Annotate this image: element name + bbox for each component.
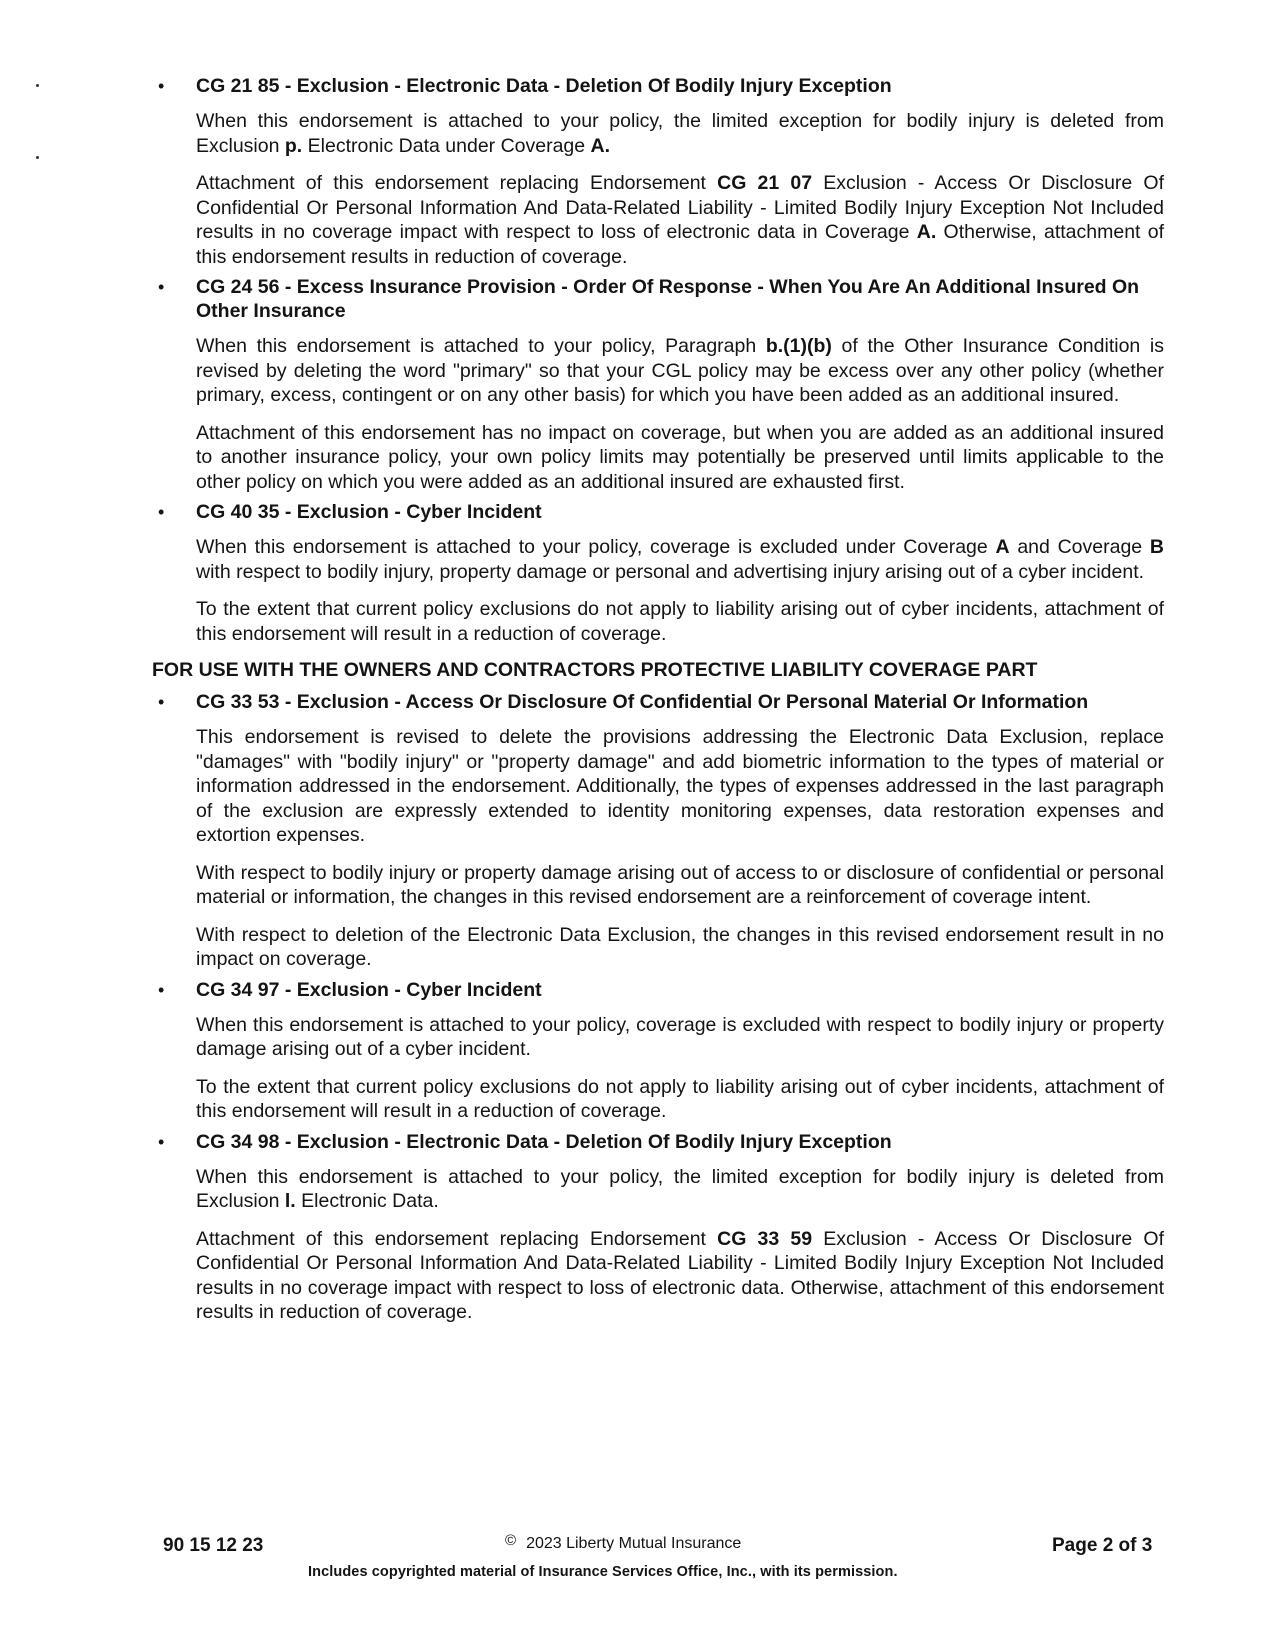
page-number: Page 2 of 3 [1052,1535,1153,1556]
bullet: • [158,692,165,712]
bullet: • [158,277,165,297]
endorsement-paragraph: This endorsement is revised to delete the provisions addressing the Electronic Data Exclusion, replace "damages" with "bodily injury" or "property damage" and add biometric information to the types of material or information addressed in the endorsement. Additionally, the types of expenses addressed in the last paragraph of the exclusion are expressly extended to identity monitoring expenses, data restoration expenses and extortion expenses. [196,726,1164,846]
bullet: • [158,76,165,96]
copyright [505,1532,742,1553]
endorsement-paragraph: To the extent that current policy exclusions do not apply to liability arising out of cyber incidents, attachment of this endorsement will result in a reduction of coverage. [196,598,1164,645]
endorsement-title: CG 24 56 - Excess Insurance Provision - Order Of Response - When You Are An Additional Insured On Other Insurance [196,276,1140,322]
bullet: • [158,979,165,1000]
endorsement-paragraph: When this endorsement is attached to your policy, coverage is excluded under Coverage A and Coverage B with respect to bodily injury, property damage or personal and advertising injury arising out of a cyber incident. [196,536,1164,583]
endorsement-title: CG 33 53 - Exclusion - Access Or Disclosure Of Confidential Or Personal Material Or Information [196,691,1089,713]
copyright-text: 2023 Liberty Mutual Insurance [526,1535,742,1552]
endorsement-cg-33-53 [152,690,1164,972]
endorsement-paragraph: To the extent that current policy exclusions do not apply to liability arising out of cyber incidents, attachment of this endorsement will result in a reduction of coverage. [196,1075,1164,1122]
endorsement-paragraph: With respect to deletion of the Electronic Data Exclusion, the changes in this revised endorsement result in no impact on coverage. [196,923,1164,970]
endorsement-title: CG 40 35 - Exclusion - Cyber Incident [196,501,542,523]
bullet: • [158,502,165,522]
endorsement-title: CG 34 98 - Exclusion - Electronic Data - Deletion Of Bodily Injury Exception [196,1130,892,1153]
endorsement-paragraph: When this endorsement is attached to your policy, Paragraph b.(1)(b) of the Other Insurance Condition is revised by deleting the word "primary" so that your CGL policy may be excess over any other policy (whether primary, excess, contingent or on any other basis) for which you have been added as an additional insured. [196,335,1164,406]
endorsement-title: CG 21 85 - Exclusion - Electronic Data - Deletion Of Bodily Injury Exception [196,75,892,97]
endorsement-cg-40-35 [152,500,1164,646]
document-body [152,74,1164,1325]
endorsement-paragraph: With respect to bodily injury or property damage arising out of access to or disclosure of confidential or personal material or information, the changes in this revised endorsement are a reinforcement of coverage intent. [196,861,1164,908]
scan-speck [36,156,39,159]
copyright-symbol: © [505,1532,517,1549]
endorsement-paragraph: Attachment of this endorsement replacing Endorsement CG 33 59 Exclusion - Access Or Disclosure Of Confidential Or Personal Information And Data-Related Liability - Limited Bodily Injury Exception Not Included results in no coverage impact with respect to loss of electronic data. Otherwise, attachment of this endorsement results in reduction of coverage. [196,1227,1164,1323]
endorsement-cg-34-98 [152,1130,1164,1325]
endorsement-cg-24-56 [152,275,1164,494]
endorsement-paragraph: Attachment of this endorsement replacing Endorsement CG 21 07 Exclusion - Access Or Disclosure Of Confidential Or Personal Information And Data-Related Liability - Limited Bodily Injury Exception Not Included results in no coverage impact with respect to loss of electronic data in Coverage A. Otherwise, attachment of this endorsement results in reduction of coverage. [196,172,1165,268]
endorsement-cg-34-97 [152,978,1164,1124]
form-number: 90 15 12 23 [163,1535,264,1556]
endorsement-title: CG 34 97 - Exclusion - Cyber Incident [196,978,542,1001]
section-heading: FOR USE WITH THE OWNERS AND CONTRACTORS PROTECTIVE LIABILITY COVERAGE PART [152,659,1038,681]
bullet: • [158,1131,165,1152]
footer-note: Includes copyrighted material of Insurance Services Office, Inc., with its permission. [308,1564,898,1580]
endorsement-paragraph: When this endorsement is attached to your policy, coverage is excluded with respect to bodily injury or property damage arising out of a cyber incident. [196,1013,1164,1060]
scan-speck [36,84,39,87]
endorsement-paragraph: When this endorsement is attached to your policy, the limited exception for bodily injury is deleted from Exclusion p. Electronic Data under Coverage A. [196,110,1164,157]
endorsement-cg-21-85 [152,74,1164,269]
endorsement-paragraph: Attachment of this endorsement has no impact on coverage, but when you are added as an additional insured to another insurance policy, your own policy limits may potentially be preserved until limits applicable to the other policy on which you were added as an additional insured are exhausted first. [196,421,1164,493]
endorsement-paragraph: When this endorsement is attached to your policy, the limited exception for bodily injury is deleted from Exclusion l. Electronic Data. [196,1165,1164,1212]
